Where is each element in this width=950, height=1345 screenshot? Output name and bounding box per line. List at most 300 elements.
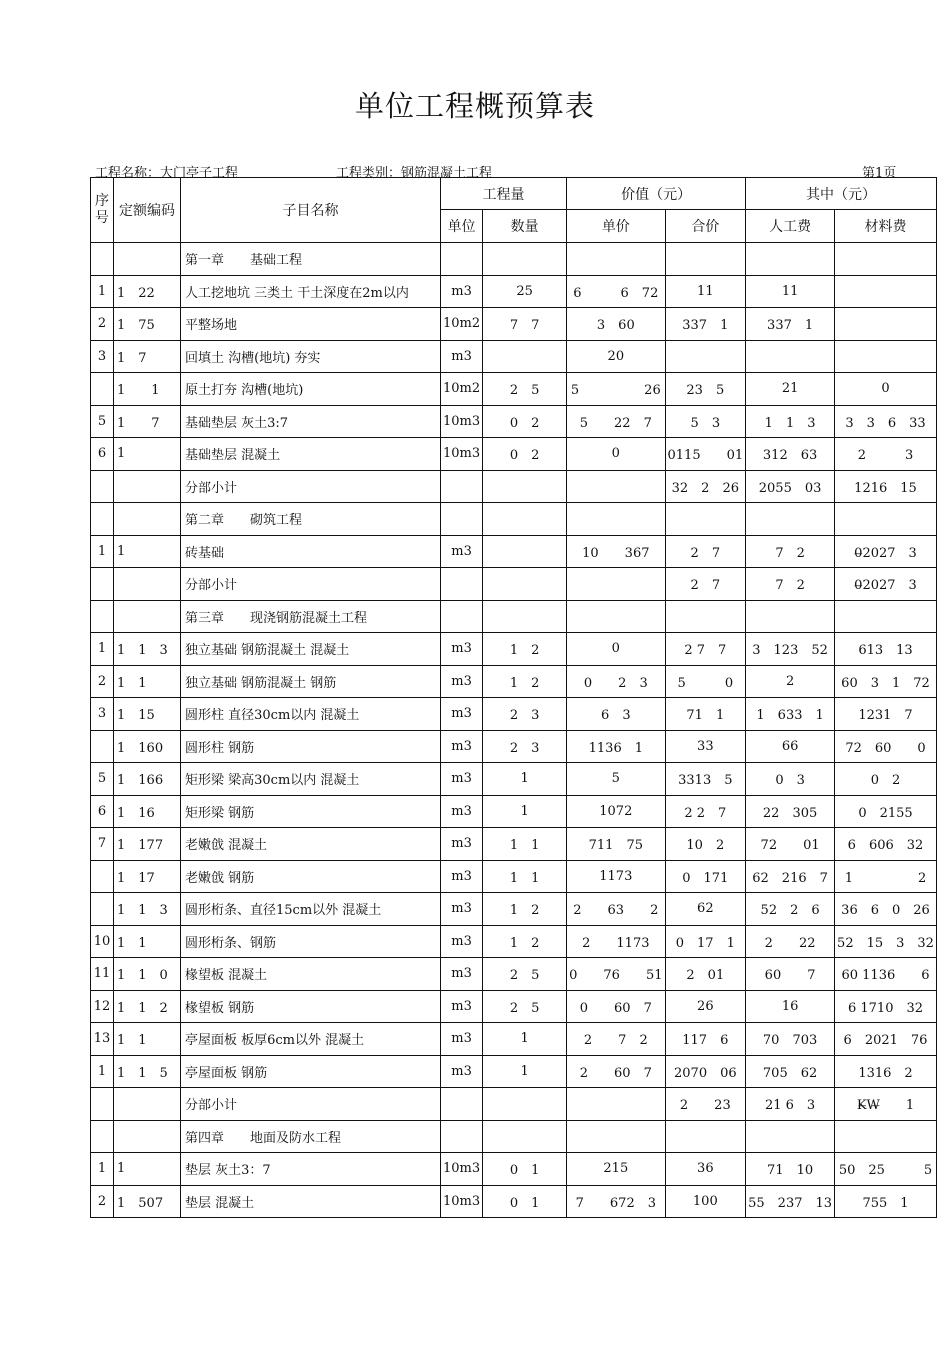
cell-total [665,503,746,536]
cell-code [114,568,181,601]
cell-name: 垫层 灰土3：7 [181,1153,441,1186]
cell-code: 1 1 5 [114,1055,181,1088]
cell-qty: 0 1 [483,1185,567,1218]
cell-material: 755 1 [835,1185,937,1218]
cell-code [114,600,181,633]
cell-unit-price: 5 [567,763,665,796]
table-row [91,1185,937,1218]
cell-code: 1 16 [114,795,181,828]
cell-qty: 2 5 [483,990,567,1023]
cell-unit-price: 6 6 72 [567,275,665,308]
table-row [91,860,937,893]
cell-qty: 1 1 [483,860,567,893]
table-row [91,308,937,341]
cell-total: 2 7 [665,535,746,568]
table-row [91,1153,937,1186]
cell-total [665,340,746,373]
project-name: 工程名称：大门亭子工程 [95,166,239,181]
cell-labor: 21 [746,373,835,406]
cell-material [835,243,937,276]
cell-unit [441,470,483,503]
cell-seq [91,568,114,601]
cell-code: 1 [114,1153,181,1186]
cell-code: 1 166 [114,763,181,796]
cell-labor: 21 6 3 [746,1088,835,1121]
header-among-group: 其中（元） [746,178,937,210]
header-total: 合价 [665,210,746,243]
cell-unit-price [567,1120,665,1153]
cell-code: 1 1 3 [114,633,181,666]
cell-unit-price: 1072 [567,795,665,828]
table-row [91,1023,937,1056]
cell-unit: m3 [441,893,483,926]
cell-name: 基础垫层 混凝土 [181,438,441,471]
cell-unit: m3 [441,340,483,373]
cell-qty [483,1120,567,1153]
header-labor: 人工费 [746,210,835,243]
cell-qty: 1 [483,763,567,796]
cell-name: 椽望板 钢筋 [181,990,441,1023]
cell-seq [91,1088,114,1121]
table-row [91,1055,937,1088]
cell-unit: 10m3 [441,1153,483,1186]
cell-name: 圆形桁条、钢筋 [181,925,441,958]
cell-unit: m3 [441,958,483,991]
cell-code: 1 22 [114,275,181,308]
cell-unit-price: 2 63 2 [567,893,665,926]
cell-code: 1 7 [114,340,181,373]
cell-unit-price: 2 60 7 [567,1055,665,1088]
cell-labor [746,1120,835,1153]
cell-code: 1 160 [114,730,181,763]
cell-total: 337 1 [665,308,746,341]
cell-unit-price: 10 367 [567,535,665,568]
table-row [91,633,937,666]
cell-unit: 10m3 [441,405,483,438]
cell-seq: 2 [91,308,114,341]
cell-unit-price [567,600,665,633]
cell-labor: 3 123 52 [746,633,835,666]
table-row [91,568,937,601]
cell-qty: 2 3 [483,730,567,763]
cell-name: 分部小计 [181,470,441,503]
cell-code: 1 507 [114,1185,181,1218]
cell-qty: 0 1 [483,1153,567,1186]
table-row [91,1088,937,1121]
cell-seq: 1 [91,1153,114,1186]
cell-labor: 16 [746,990,835,1023]
cell-total: 117 6 [665,1023,746,1056]
cell-total: 5 3 [665,405,746,438]
cell-unit: 10m3 [441,438,483,471]
cell-name: 第一章 基础工程 [181,243,441,276]
cell-seq [91,503,114,536]
cell-total: 2 2 7 [665,795,746,828]
cell-qty: 1 2 [483,893,567,926]
header-qty: 数量 [483,210,567,243]
cell-unit-price: 0 60 7 [567,990,665,1023]
cell-labor: 72 01 [746,828,835,861]
cell-labor: 71 10 [746,1153,835,1186]
cell-name: 亭屋面板 钢筋 [181,1055,441,1088]
cell-unit-price [567,243,665,276]
cell-material [835,503,937,536]
cell-qty: 2 5 [483,373,567,406]
cell-unit: 10m3 [441,1185,483,1218]
cell-name: 分部小计 [181,568,441,601]
cell-labor: 1 1 3 [746,405,835,438]
cell-total: 2070 06 [665,1055,746,1088]
cell-labor: 66 [746,730,835,763]
table-row [91,893,937,926]
cell-qty: 1 2 [483,633,567,666]
cell-unit: 10m2 [441,373,483,406]
cell-seq [91,1120,114,1153]
cell-name: 矩形梁 梁高30cm以内 混凝土 [181,763,441,796]
cell-material: 36 6 0 26 [835,893,937,926]
cell-material: 60 3 1 72 [835,665,937,698]
cell-name: 圆形桁条、直径15cm以外 混凝土 [181,893,441,926]
cell-seq: 1 [91,633,114,666]
cell-labor: 2055 03 [746,470,835,503]
cell-name: 亭屋面板 板厚6cm以外 混凝土 [181,1023,441,1056]
cell-unit [441,600,483,633]
cell-unit-price: 0 2 3 [567,665,665,698]
cell-code: 1 1 [114,925,181,958]
cell-code: 1 [114,535,181,568]
cell-labor: 60 7 [746,958,835,991]
cell-qty: 0 2 [483,405,567,438]
cell-material [835,275,937,308]
cell-unit-price: 2 1173 [567,925,665,958]
cell-unit: m3 [441,795,483,828]
cell-qty: 2 5 [483,958,567,991]
cell-unit-price: 2 7 2 [567,1023,665,1056]
cell-qty [483,600,567,633]
cell-qty: 1 2 [483,665,567,698]
cell-unit: m3 [441,1023,483,1056]
cell-code: 1 [114,438,181,471]
cell-labor: 52 2 6 [746,893,835,926]
cell-unit-price [567,470,665,503]
cell-labor: 70 703 [746,1023,835,1056]
cell-unit: m3 [441,730,483,763]
cell-material [835,308,937,341]
cell-material: 0 2 [835,763,937,796]
cell-qty [483,1088,567,1121]
cell-unit: m3 [441,698,483,731]
cell-unit [441,568,483,601]
cell-unit [441,1120,483,1153]
cell-material: 72 60 0 [835,730,937,763]
table-row [91,958,937,991]
page-title: 单位工程概预算表 [354,89,595,123]
table-row [91,698,937,731]
cell-code [114,503,181,536]
cell-unit-price [567,503,665,536]
cell-code: 1 7 [114,405,181,438]
cell-unit: m3 [441,828,483,861]
cell-qty [483,535,567,568]
header-material: 材料费 [835,210,937,243]
cell-unit [441,243,483,276]
cell-name: 圆形柱 钢筋 [181,730,441,763]
cell-unit: m3 [441,990,483,1023]
cell-total: 62 [665,893,746,926]
cell-material: 52 15 3 32 [835,925,937,958]
cell-code: 1 1 2 [114,990,181,1023]
cell-code: 1 15 [114,698,181,731]
cell-material: 613 13 [835,633,937,666]
cell-material: 60 1136 6 [835,958,937,991]
cell-name: 第二章 砌筑工程 [181,503,441,536]
cell-labor: 1 633 1 [746,698,835,731]
cell-material [835,600,937,633]
cell-unit: m3 [441,665,483,698]
cell-labor: 55 237 13 [746,1185,835,1218]
cell-material: 6 2021 76 [835,1023,937,1056]
cell-total: 10 2 [665,828,746,861]
cell-material: 1216 15 [835,470,937,503]
cell-unit-price: 0 [567,438,665,471]
cell-material: 2 3 [835,438,937,471]
cell-total [665,600,746,633]
header-code: 定额编码 [114,178,181,243]
cell-labor: 11 [746,275,835,308]
table-row [91,600,937,633]
cell-name: 基础垫层 灰土3:7 [181,405,441,438]
cell-labor: 7 2 [746,568,835,601]
cell-qty: 1 1 [483,828,567,861]
cell-total [665,243,746,276]
cell-qty: 1 2 [483,925,567,958]
cell-name: 椽望板 混凝土 [181,958,441,991]
cell-qty [483,568,567,601]
cell-unit-price: 20 [567,340,665,373]
cell-material: 1231 7 [835,698,937,731]
cell-code: 1 1 [114,665,181,698]
cell-qty: 2 3 [483,698,567,731]
cell-unit-price: 711 75 [567,828,665,861]
cell-total: 33 [665,730,746,763]
cell-total: 2 7 7 [665,633,746,666]
cell-unit: m3 [441,763,483,796]
cell-material [835,340,937,373]
cell-total: 2 7 [665,568,746,601]
cell-name: 人工挖地坑 三类土 干土深度在2m以内 [181,275,441,308]
cell-total: 0 171 [665,860,746,893]
table-row [91,535,937,568]
cell-labor [746,600,835,633]
cell-seq: 10 [91,925,114,958]
cell-seq [91,893,114,926]
cell-qty: 7 7 [483,308,567,341]
cell-name: 第四章 地面及防水工程 [181,1120,441,1153]
table-row [91,925,937,958]
table-row [91,275,937,308]
header-seq: 序号 [91,178,114,243]
cell-name: 老嫩戗 混凝土 [181,828,441,861]
table-row [91,665,937,698]
table-row [91,438,937,471]
cell-seq [91,600,114,633]
cell-code: 1 177 [114,828,181,861]
cell-labor: 22 305 [746,795,835,828]
cell-unit: m3 [441,1055,483,1088]
cell-qty [483,470,567,503]
cell-labor: 62 216 7 [746,860,835,893]
cell-total: 36 [665,1153,746,1186]
cell-seq: 2 [91,665,114,698]
cell-seq: 3 [91,698,114,731]
cell-qty [483,340,567,373]
cell-seq [91,860,114,893]
cell-seq: 12 [91,990,114,1023]
cell-seq [91,470,114,503]
cell-labor [746,340,835,373]
cell-material [835,1120,937,1153]
header-quantity-group: 工程量 [441,178,567,210]
cell-seq [91,243,114,276]
page-number: 第1页 [862,166,897,181]
table-row [91,828,937,861]
cell-unit: m3 [441,275,483,308]
cell-code [114,1088,181,1121]
cell-seq: 5 [91,405,114,438]
cell-name: 分部小计 [181,1088,441,1121]
cell-seq: 6 [91,438,114,471]
cell-seq: 6 [91,795,114,828]
cell-total: 26 [665,990,746,1023]
table-row [91,503,937,536]
cell-labor: 312 63 [746,438,835,471]
cell-code: 1 75 [114,308,181,341]
cell-unit-price [567,568,665,601]
cell-total: 23 5 [665,373,746,406]
cell-unit-price: 7 672 3 [567,1185,665,1218]
cell-seq: 1 [91,1055,114,1088]
cell-code: 1 1 0 [114,958,181,991]
cell-material: K̶W̶ 1 [835,1088,937,1121]
cell-unit-price [567,1088,665,1121]
cell-unit-price: 215 [567,1153,665,1186]
cell-labor: 705 62 [746,1055,835,1088]
cell-qty: 1 [483,1023,567,1056]
cell-material: 6 606 32 [835,828,937,861]
cell-unit: m3 [441,925,483,958]
table-row [91,1120,937,1153]
cell-seq: 5 [91,763,114,796]
table-row [91,470,937,503]
cell-unit: 10m2 [441,308,483,341]
cell-seq: 1 [91,535,114,568]
cell-material: 6 1710 32 [835,990,937,1023]
cell-total: 71 1 [665,698,746,731]
cell-labor: 2 [746,665,835,698]
cell-unit-price: 5 22 7 [567,405,665,438]
cell-qty: 0 2 [483,438,567,471]
cell-qty: 25 [483,275,567,308]
cell-material: 1316 2 [835,1055,937,1088]
cell-qty [483,243,567,276]
cell-code [114,243,181,276]
cell-total: 0 17 1 [665,925,746,958]
cell-unit-price: 3 60 [567,308,665,341]
cell-seq: 1 [91,275,114,308]
cell-material: 0 [835,373,937,406]
cell-name: 平整场地 [181,308,441,341]
cell-name: 老嫩戗 钢筋 [181,860,441,893]
cell-seq: 7 [91,828,114,861]
cell-material: 1 2 [835,860,937,893]
cell-unit: m3 [441,535,483,568]
cell-total: 100 [665,1185,746,1218]
header-unit: 单位 [441,210,483,243]
table-row [91,373,937,406]
cell-unit-price: 1173 [567,860,665,893]
cell-unit [441,1088,483,1121]
cell-material: 0̶2027 3 [835,568,937,601]
cell-total: 2 01 [665,958,746,991]
cell-qty: 1 [483,1055,567,1088]
cell-name: 圆形柱 直径30cm以内 混凝土 [181,698,441,731]
cell-name: 矩形梁 钢筋 [181,795,441,828]
cell-seq: 13 [91,1023,114,1056]
cell-name: 第三章 现浇钢筋混凝土工程 [181,600,441,633]
cell-material: 0̶2027 3 [835,535,937,568]
cell-seq [91,730,114,763]
cell-qty [483,503,567,536]
cell-total: 32 2 26 [665,470,746,503]
cell-seq: 11 [91,958,114,991]
table-row [91,990,937,1023]
project-type: 工程类别：钢筋混凝土工程 [336,166,493,181]
cell-code: 1 1 3 [114,893,181,926]
budget-table [90,177,937,1218]
cell-name: 回填土 沟槽(地坑) 夯实 [181,340,441,373]
cell-code: 1 17 [114,860,181,893]
cell-name: 独立基础 钢筋混凝土 钢筋 [181,665,441,698]
cell-unit-price: 5 26 [567,373,665,406]
table-row [91,405,937,438]
cell-material: 50 25 5 [835,1153,937,1186]
cell-labor: 0 3 [746,763,835,796]
cell-name: 原土打夯 沟槽(地坑) [181,373,441,406]
header-value-group: 价值（元） [567,178,746,210]
cell-total: 2 23 [665,1088,746,1121]
table-row [91,795,937,828]
cell-total [665,1120,746,1153]
table-row [91,243,937,276]
table-row [91,340,937,373]
cell-unit: m3 [441,633,483,666]
cell-total: 0115 01 [665,438,746,471]
table-header-row [91,178,937,210]
cell-material: 0 2155 [835,795,937,828]
cell-seq [91,373,114,406]
cell-unit-price: 1136 1 [567,730,665,763]
cell-seq: 3 [91,340,114,373]
cell-code [114,1120,181,1153]
cell-unit: m3 [441,860,483,893]
cell-unit-price: 0 76 51 [567,958,665,991]
cell-labor: 2 22 [746,925,835,958]
cell-labor [746,243,835,276]
cell-labor: 337 1 [746,308,835,341]
cell-unit-price: 6 3 [567,698,665,731]
cell-code: 1 1 [114,1023,181,1056]
cell-code: 1 1 [114,373,181,406]
